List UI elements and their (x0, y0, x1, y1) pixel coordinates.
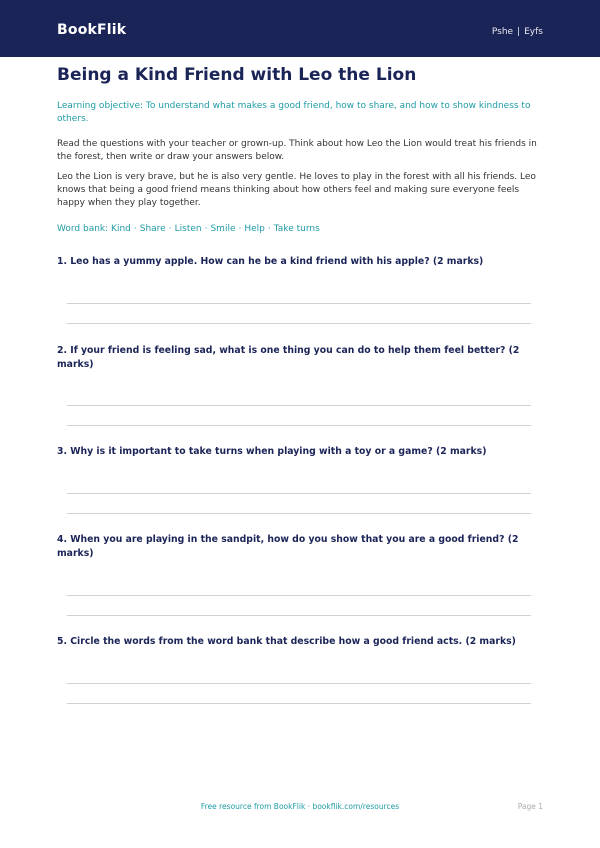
answer-line[interactable] (67, 493, 531, 494)
story-text: Leo the Lion is very brave, but he is also very gentle. He loves to play in the forest with all his friends. Leo knows that being a good friend means thinking about how others feel and making sure everyone feels happy when they play together. (57, 172, 536, 208)
question-1: 1. Leo has a yummy apple. How can he be a kind friend with his apple? (2 marks) (57, 256, 484, 267)
word-bank-word: Help (244, 224, 265, 234)
answer-line[interactable] (67, 425, 531, 426)
word-bank-word: Smile (210, 224, 236, 234)
answer-line[interactable] (67, 615, 531, 616)
question-2: 2. If your friend is feeling sad, what is one thing you can do to help them feel better? (2 marks) (57, 345, 520, 370)
word-bank-word: Kind (111, 224, 131, 234)
question-4: 4. When you are playing in the sandpit, how do you show that you are a good friend? (2 marks) (57, 534, 519, 559)
instructions-text: Read the questions with your teacher or grown-up. Think about how Leo the Lion would treat his friends in the forest, then write or draw your answers below. (57, 139, 537, 162)
learning-objective: Learning objective: To understand what makes a good friend, how to share, and how to show kindness to others. (57, 101, 531, 124)
page-header (0, 0, 600, 57)
word-bank: Word bank: Kind · Share · Listen · Smile · Help · Take turns (57, 224, 320, 234)
word-bank-word: Listen (174, 224, 202, 234)
word-bank-word: Take turns (273, 224, 320, 234)
word-bank-word: Share (139, 224, 166, 234)
header-separator: | (517, 27, 521, 37)
answer-line[interactable] (67, 683, 531, 684)
page-title: Being a Kind Friend with Leo the Lion (57, 65, 417, 85)
question-3: 3. Why is it important to take turns when playing with a toy or a game? (2 marks) (57, 446, 487, 457)
answer-line[interactable] (67, 595, 531, 596)
brand-logo[interactable]: BookFlik (57, 22, 127, 38)
answer-line[interactable] (67, 405, 531, 406)
question-5: 5. Circle the words from the word bank that describe how a good friend acts. (2 marks) (57, 636, 516, 647)
answer-line[interactable] (67, 703, 531, 704)
page-number: Page 1 (517, 802, 543, 811)
subject-label: Pshe (491, 27, 514, 37)
footer-credit[interactable]: Free resource from BookFlik · bookflik.com/resources (200, 802, 400, 811)
level-label: Eyfs (524, 27, 543, 37)
answer-line[interactable] (67, 323, 531, 324)
answer-line[interactable] (67, 303, 531, 304)
word-bank-label: Word bank: (57, 224, 109, 234)
header-meta (492, 27, 543, 37)
answer-line[interactable] (67, 513, 531, 514)
